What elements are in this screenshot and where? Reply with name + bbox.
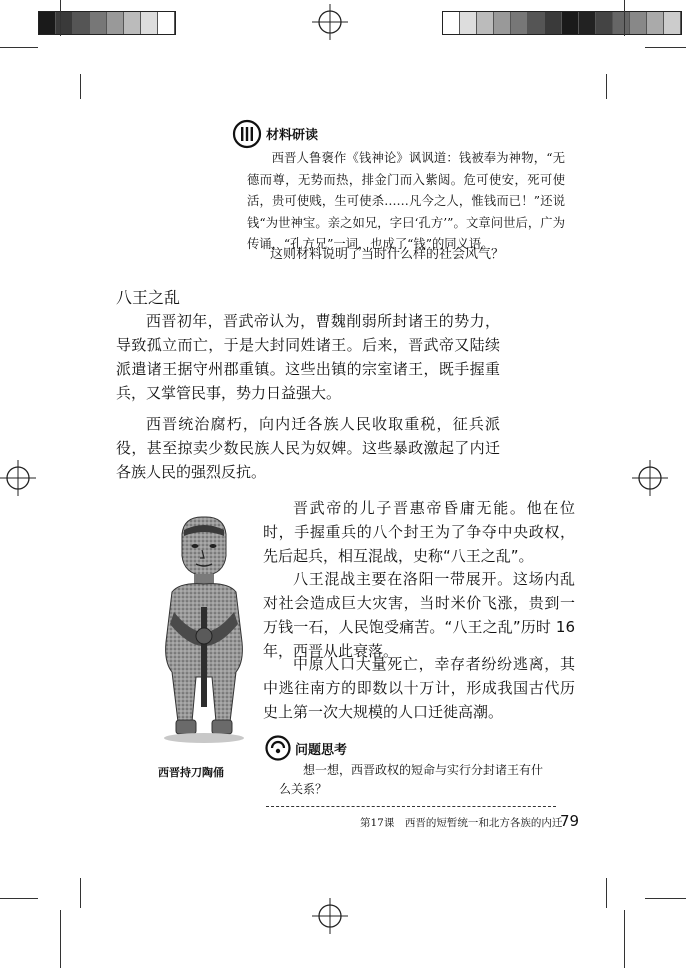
registration-mark-right bbox=[632, 460, 668, 496]
figure-caption: 西晋持刀陶俑 bbox=[158, 766, 224, 779]
pottery-figurine-image bbox=[150, 512, 258, 757]
crop-mark bbox=[0, 898, 38, 899]
crop-mark bbox=[645, 47, 686, 48]
question-thinking-icon bbox=[265, 735, 291, 761]
crop-mark bbox=[624, 910, 625, 968]
registration-mark-bottom bbox=[312, 898, 348, 934]
question-thinking-text: 想一想，西晋政权的短命与实行分封诸王有什么关系？ bbox=[279, 763, 544, 796]
section-heading: 八王之乱 bbox=[116, 288, 181, 307]
body-paragraph-4: 八王混战主要在洛阳一带展开。这场内乱对社会造成巨大灾害，当时米价飞涨，贵到一万钱一石，人民饱受痛苦。“八王之乱”历时 16 年，西晋从此衰落。 bbox=[263, 570, 575, 660]
question-thinking-title: 问题思考 bbox=[295, 743, 348, 758]
material-reading-title: 材料研读 bbox=[266, 128, 319, 143]
crop-mark bbox=[60, 910, 61, 968]
page-number: 79 bbox=[560, 812, 580, 830]
crop-mark bbox=[606, 74, 607, 99]
crop-mark bbox=[606, 878, 607, 908]
material-reading-text bbox=[247, 148, 565, 256]
registration-mark-top bbox=[312, 4, 348, 40]
material-question: 这则材料说明了当时什么样的社会风气？ bbox=[270, 247, 505, 262]
crop-mark bbox=[645, 898, 686, 899]
body-paragraph-5: 中原人口大量死亡，幸存者纷纷逃离，其中逃往南方的即数以十万计，形成我国古代历史上第一次大规模的人口迁徙高潮。 bbox=[263, 655, 575, 721]
material-quote-paragraph: 西晋人鲁褒作《钱神论》讽讽道：钱被奉为神物，“无德而尊，无势而热，排金门而入紫闼。危可使安，死可使活，贵可使贱，生可使杀……凡今之人，惟钱而已！”还说钱“为世神宝。亲之如兄，字曰‘孔方’”。文章问世后，广为传诵，“孔方兄”一词，也成了“钱”的同义语。 bbox=[247, 151, 565, 251]
crop-mark bbox=[80, 878, 81, 908]
running-footer-lesson: 第17课 西晋的短暂统一和北方各族的内迁 bbox=[360, 817, 563, 829]
crop-mark bbox=[80, 74, 81, 99]
crop-mark bbox=[60, 0, 61, 36]
color-calibration-bar-right bbox=[442, 11, 682, 35]
registration-mark-left bbox=[0, 460, 36, 496]
color-calibration-bar-left bbox=[38, 11, 176, 35]
body-paragraph-2: 西晋统治腐朽，向内迁各族人民收取重税，征兵派役，甚至掠卖少数民族人民为奴婢。这些暴政激起了内迁各族人民的强烈反抗。 bbox=[116, 415, 500, 481]
body-paragraph-3: 晋武帝的儿子晋惠帝昏庸无能。他在位时，手握重兵的八个封王为了争夺中央政权，先后起兵，相互混战，史称“八王之乱”。 bbox=[263, 499, 575, 565]
divider-dashed bbox=[266, 806, 556, 807]
body-paragraph-1: 西晋初年，晋武帝认为，曹魏削弱所封诸王的势力，导致孤立而亡，于是大封同姓诸王。后来，晋武帝又陆续派遣诸王据守州郡重镇。这些出镇的宗室诸王，既手握重兵，又掌管民事，势力日益强大。 bbox=[116, 312, 500, 402]
material-reading-icon bbox=[232, 119, 262, 149]
crop-mark bbox=[624, 0, 625, 36]
crop-mark bbox=[0, 47, 38, 48]
